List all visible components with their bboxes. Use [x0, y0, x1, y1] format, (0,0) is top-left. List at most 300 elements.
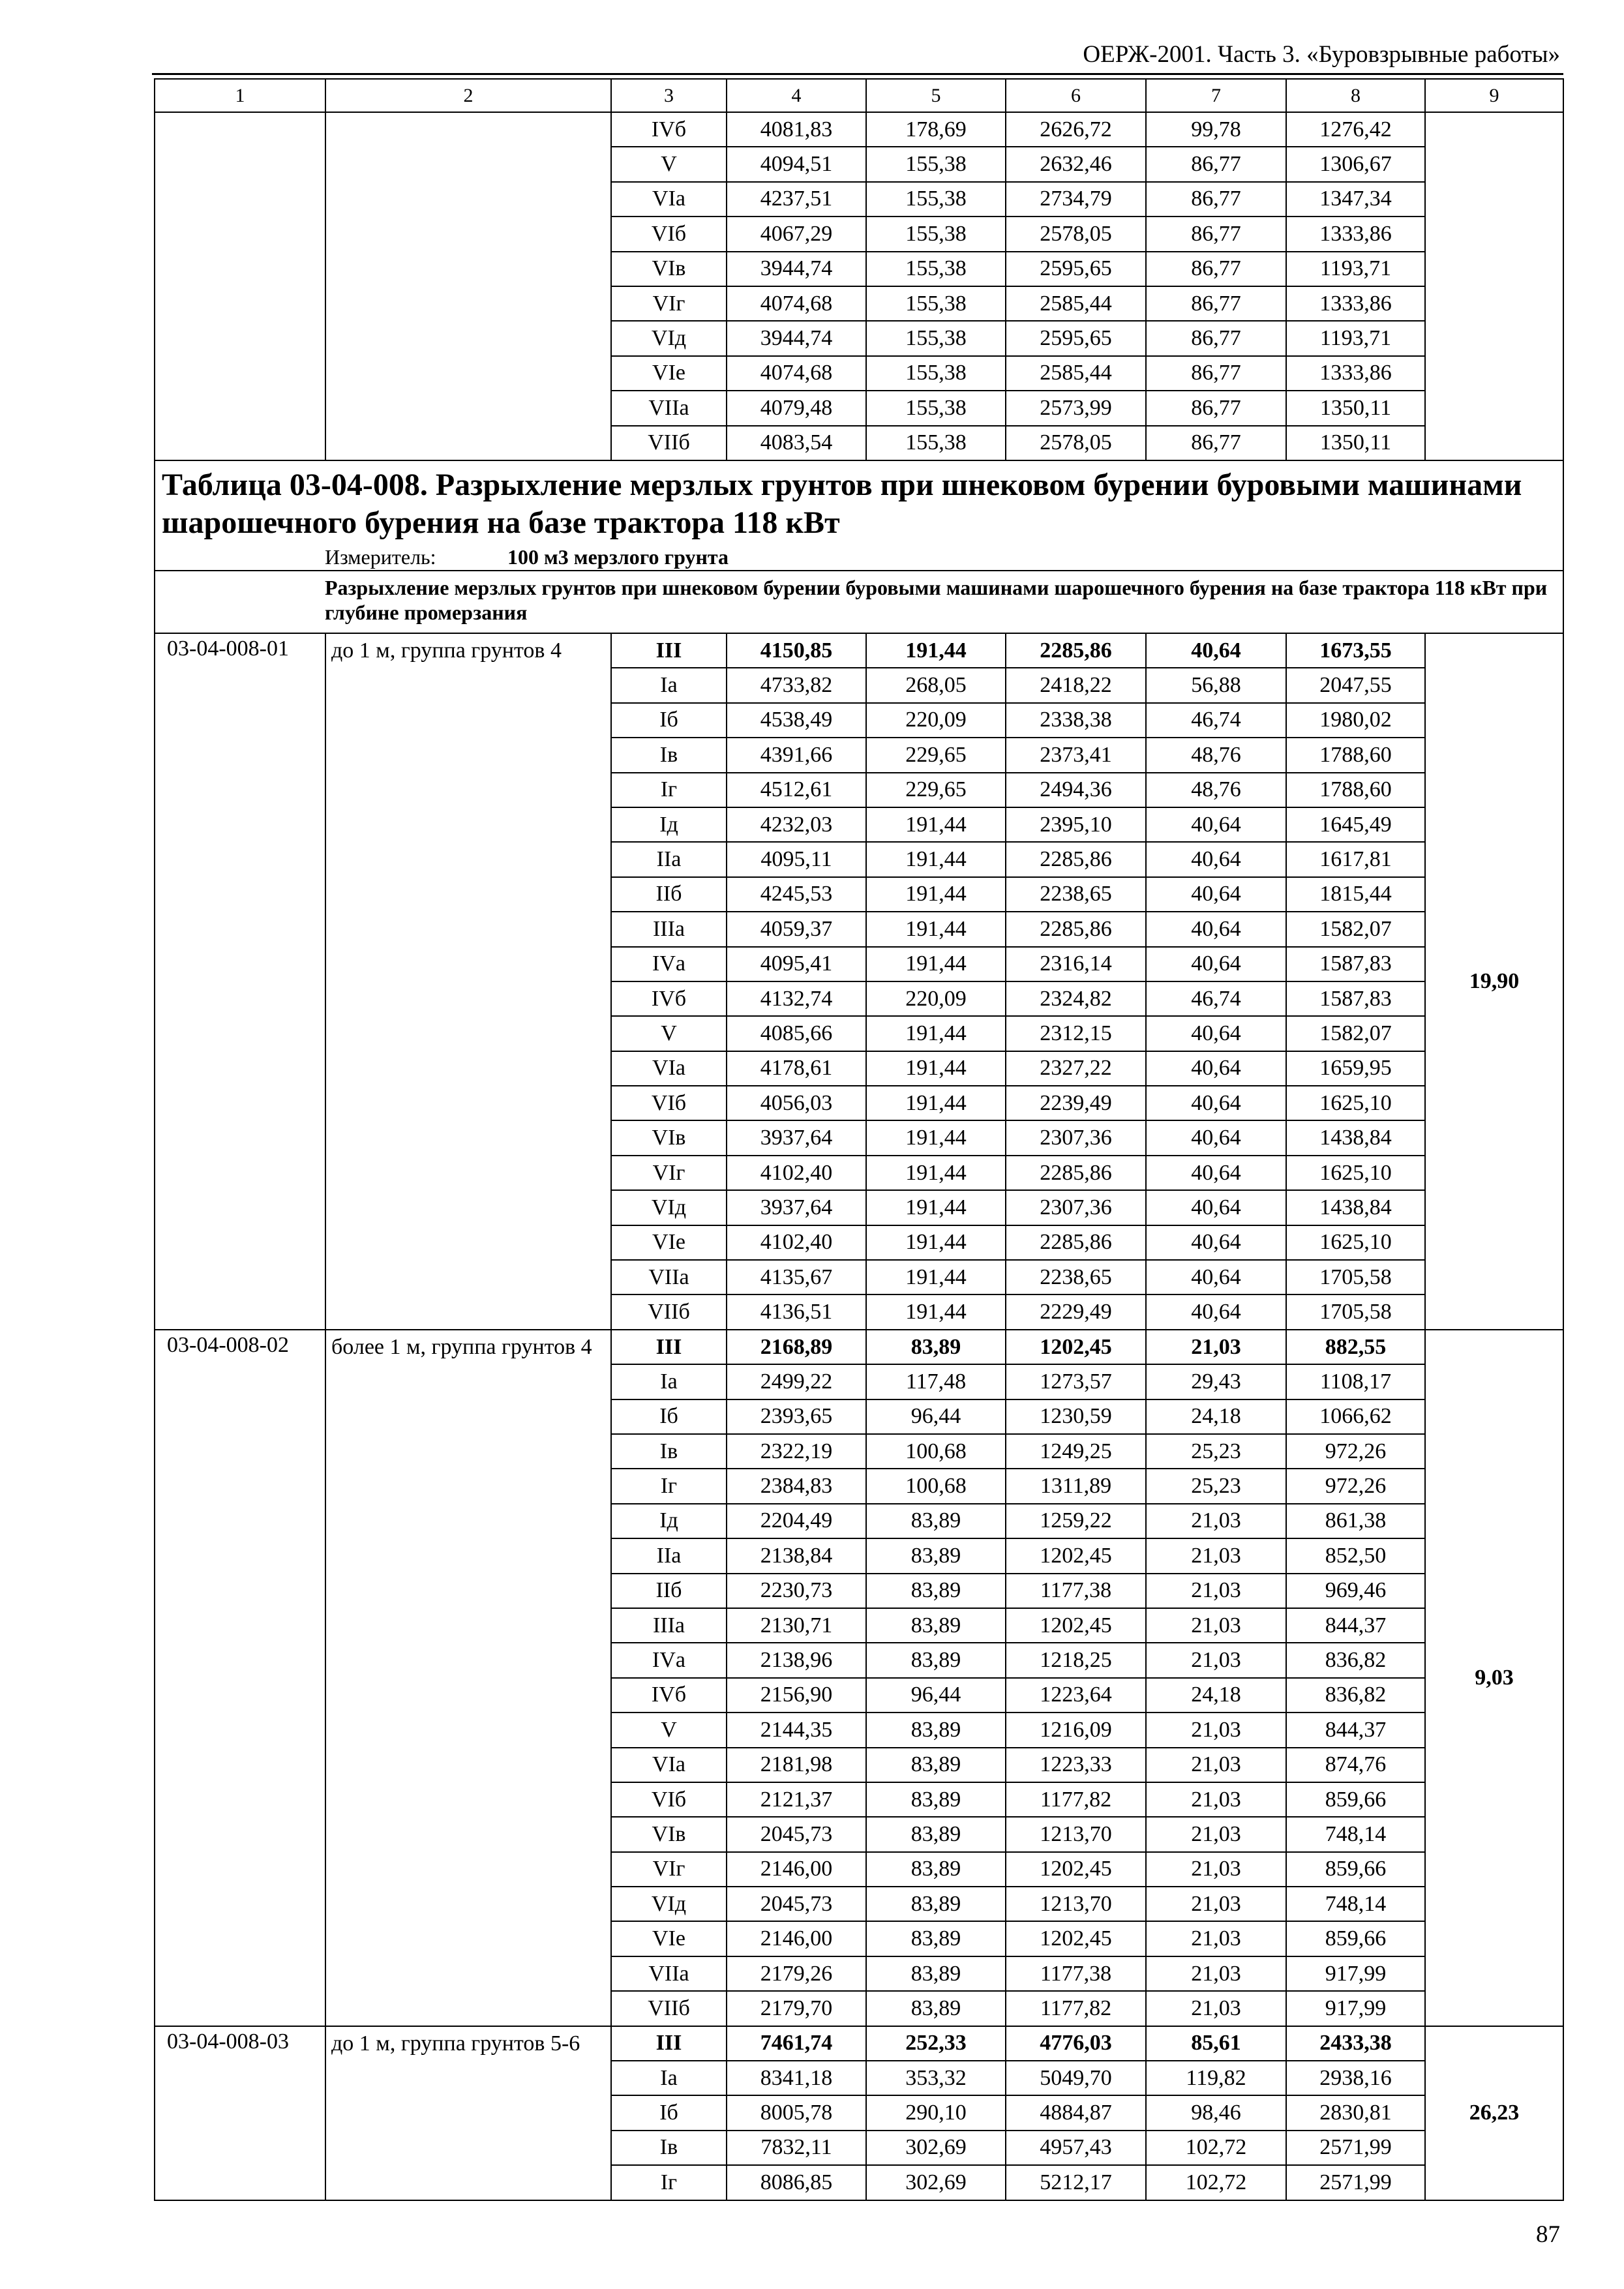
table-cell: 8341,18 — [727, 2061, 866, 2095]
table-cell: 98,46 — [1146, 2095, 1286, 2130]
table-cell: IVа — [611, 1643, 727, 1677]
table-cell: 1673,55 — [1286, 633, 1425, 668]
table-cell: 86,77 — [1146, 321, 1286, 355]
table-cell: 96,44 — [866, 1399, 1006, 1434]
table-cell: VIд — [611, 1190, 727, 1225]
table-cell: 1202,45 — [1006, 1852, 1146, 1887]
table-cell: 1177,38 — [1006, 1574, 1146, 1608]
table-cell: VIIб — [611, 1294, 727, 1329]
table-cell: 191,44 — [866, 1086, 1006, 1120]
table-cell: 3944,74 — [727, 252, 866, 286]
table-cell: 48,76 — [1146, 773, 1286, 807]
table-cell: 4884,87 — [1006, 2095, 1146, 2130]
table-cell: 1177,82 — [1006, 1991, 1146, 2026]
table-cell: 4391,66 — [727, 738, 866, 772]
header-rule — [152, 73, 1563, 75]
table-cell: 836,82 — [1286, 1678, 1425, 1713]
table-cell: 46,74 — [1146, 981, 1286, 1016]
table-cell: 859,66 — [1286, 1782, 1425, 1817]
table-cell: 302,69 — [866, 2165, 1006, 2200]
table-cell: 1202,45 — [1006, 1608, 1146, 1643]
table-cell: 2338,38 — [1006, 703, 1146, 738]
table-cell: 4081,83 — [727, 112, 866, 147]
table-cell: 1276,42 — [1286, 112, 1425, 147]
table-cell: 86,77 — [1146, 147, 1286, 181]
table-cell: 40,64 — [1146, 633, 1286, 668]
table-cell: IVа — [611, 947, 727, 981]
table-cell: 2168,89 — [727, 1330, 866, 1364]
table-cell: 40,64 — [1146, 1086, 1286, 1120]
table-cell: 1333,86 — [1286, 356, 1425, 391]
table-cell: VIIб — [611, 1991, 727, 2026]
table-cell: VIе — [611, 1921, 727, 1956]
table-cell: 191,44 — [866, 1294, 1006, 1329]
table-cell: 83,89 — [866, 1713, 1006, 1747]
table-cell: 4538,49 — [727, 703, 866, 738]
column-number-cell: 5 — [866, 79, 1006, 112]
table-row — [155, 112, 1563, 147]
table-cell: 2179,26 — [727, 1956, 866, 1991]
table-cell: 252,33 — [866, 2026, 1006, 2061]
table-cell: 859,66 — [1286, 1852, 1425, 1887]
table-cell: 40,64 — [1146, 1294, 1286, 1329]
table-cell: III — [611, 2026, 727, 2061]
table-cell: 1259,22 — [1006, 1504, 1146, 1538]
table-cell: 2285,86 — [1006, 1225, 1146, 1260]
table-cell: VIв — [611, 1817, 727, 1851]
table-cell: VIа — [611, 1051, 727, 1086]
table-cell: 29,43 — [1146, 1364, 1286, 1399]
table-cell: 2047,55 — [1286, 668, 1425, 702]
table-cell: 2585,44 — [1006, 356, 1146, 391]
table-cell: 844,37 — [1286, 1608, 1425, 1643]
table-cell: 40,64 — [1146, 1260, 1286, 1294]
table-cell: 56,88 — [1146, 668, 1286, 702]
table-cell: 21,03 — [1146, 1748, 1286, 1782]
column-number-cell: 1 — [155, 79, 325, 112]
table-cell: 861,38 — [1286, 1504, 1425, 1538]
table-cell: Iа — [611, 1364, 727, 1399]
table-cell: 2285,86 — [1006, 912, 1146, 946]
table-cell: 40,64 — [1146, 877, 1286, 912]
table-cell: VIа — [611, 1748, 727, 1782]
table-cell: 2312,15 — [1006, 1016, 1146, 1051]
table-cell: 1438,84 — [1286, 1190, 1425, 1225]
table-cell: 4079,48 — [727, 391, 866, 425]
table-cell: Iг — [611, 773, 727, 807]
table-cell: 220,09 — [866, 981, 1006, 1016]
table-cell: 290,10 — [866, 2095, 1006, 2130]
table-cell: 83,89 — [866, 1956, 1006, 1991]
table-cell: 2121,37 — [727, 1782, 866, 1817]
table-cell: 874,76 — [1286, 1748, 1425, 1782]
table-cell: 2181,98 — [727, 1748, 866, 1782]
table-cell: VIе — [611, 1225, 727, 1260]
table-cell: 1980,02 — [1286, 703, 1425, 738]
table-cell: 1218,25 — [1006, 1643, 1146, 1677]
table-cell: 191,44 — [866, 912, 1006, 946]
table-cell: 191,44 — [866, 1260, 1006, 1294]
rate-description: до 1 м, группа грунтов 4 — [325, 633, 611, 1330]
table-cell: 859,66 — [1286, 1921, 1425, 1956]
table-cell: VIг — [611, 286, 727, 321]
table-cell: 48,76 — [1146, 738, 1286, 772]
table-cell: 83,89 — [866, 1887, 1006, 1921]
table-cell: 917,99 — [1286, 1991, 1425, 2026]
table-cell: VIIа — [611, 1956, 727, 1991]
rate-total: 26,23 — [1425, 2026, 1563, 2200]
table-cell: V — [611, 1713, 727, 1747]
table-subtitle-row — [155, 571, 1563, 633]
table-cell: 102,72 — [1146, 2165, 1286, 2200]
table-cell: Iб — [611, 2095, 727, 2130]
table-cell: 2316,14 — [1006, 947, 1146, 981]
column-number-cell: 8 — [1286, 79, 1425, 112]
table-cell: 21,03 — [1146, 1921, 1286, 1956]
table-cell: Iв — [611, 2131, 727, 2165]
table-cell: IVб — [611, 981, 727, 1016]
table-cell: 155,38 — [866, 321, 1006, 355]
table-cell: 2146,00 — [727, 1852, 866, 1887]
table-cell: 1213,70 — [1006, 1817, 1146, 1851]
table-cell: 1587,83 — [1286, 981, 1425, 1016]
table-cell: Iг — [611, 2165, 727, 2200]
table-cell: 21,03 — [1146, 1574, 1286, 1608]
table-cell: 2626,72 — [1006, 112, 1146, 147]
table-cell: 2322,19 — [727, 1434, 866, 1469]
table-cell: 2138,84 — [727, 1538, 866, 1573]
table-cell: 21,03 — [1146, 1782, 1286, 1817]
table-cell: 5212,17 — [1006, 2165, 1146, 2200]
table-cell: 46,74 — [1146, 703, 1286, 738]
table-cell: 1213,70 — [1006, 1887, 1146, 1921]
table-cell: 83,89 — [866, 1574, 1006, 1608]
table-cell: 268,05 — [866, 668, 1006, 702]
table-cell: 1230,59 — [1006, 1399, 1146, 1434]
table-cell: 1625,10 — [1286, 1225, 1425, 1260]
table-cell: 155,38 — [866, 286, 1006, 321]
table-cell: 40,64 — [1146, 1225, 1286, 1260]
table-cell: 83,89 — [866, 1991, 1006, 2026]
table-cell: 2571,99 — [1286, 2131, 1425, 2165]
table-cell: Iб — [611, 703, 727, 738]
table-cell: 4237,51 — [727, 182, 866, 217]
table-cell: 4095,11 — [727, 842, 866, 876]
table-cell: 2156,90 — [727, 1678, 866, 1713]
table-cell: VIб — [611, 1782, 727, 1817]
table-cell: V — [611, 147, 727, 181]
table-cell: 969,46 — [1286, 1574, 1425, 1608]
table-cell: 1177,82 — [1006, 1782, 1146, 1817]
table-cell: 1066,62 — [1286, 1399, 1425, 1434]
table-cell: IVб — [611, 112, 727, 147]
table-cell: 1193,71 — [1286, 321, 1425, 355]
table-cell: VIIа — [611, 391, 727, 425]
table-cell: 4232,03 — [727, 807, 866, 842]
table-cell: 7832,11 — [727, 2131, 866, 2165]
table-cell: 83,89 — [866, 1643, 1006, 1677]
table-cell: 2307,36 — [1006, 1120, 1146, 1155]
table-cell: 1108,17 — [1286, 1364, 1425, 1399]
table-cell: 1306,67 — [1286, 147, 1425, 181]
table-cell: 85,61 — [1146, 2026, 1286, 2061]
table-title-row — [155, 460, 1563, 571]
table-cell: 40,64 — [1146, 1156, 1286, 1190]
table-cell: 21,03 — [1146, 1608, 1286, 1643]
table-cell: Iа — [611, 668, 727, 702]
meter-label: Измеритель: — [325, 545, 436, 569]
running-header: ОЕРЖ-2001. Часть 3. «Буровзрывные работы» — [1083, 41, 1560, 68]
table-cell: 4085,66 — [727, 1016, 866, 1051]
table-cell: 1223,33 — [1006, 1748, 1146, 1782]
table-cell: 21,03 — [1146, 1991, 1286, 2026]
table-cell: 191,44 — [866, 633, 1006, 668]
table-cell: 86,77 — [1146, 252, 1286, 286]
table-cell: 155,38 — [866, 252, 1006, 286]
table-cell: 40,64 — [1146, 1016, 1286, 1051]
table-cell: IIа — [611, 1538, 727, 1573]
column-number-row — [155, 79, 1563, 112]
table-cell: 4102,40 — [727, 1225, 866, 1260]
table-subtitle: Разрыхление мерзлых грунтов при шнековом бурении буровыми машинами шарошечного бурения на базе трактора 118 кВт при глубине промерзания — [155, 571, 1563, 633]
table-cell: 972,26 — [1286, 1434, 1425, 1469]
table-cell: 1202,45 — [1006, 1538, 1146, 1573]
table-cell: 1645,49 — [1286, 807, 1425, 842]
table-cell: 4074,68 — [727, 286, 866, 321]
table-cell: 836,82 — [1286, 1643, 1425, 1677]
table-cell: Iб — [611, 1399, 727, 1434]
table-cell: 302,69 — [866, 2131, 1006, 2165]
table-cell: 191,44 — [866, 1156, 1006, 1190]
table-cell: 2578,05 — [1006, 217, 1146, 251]
empty-cell — [155, 112, 325, 460]
table-cell: 40,64 — [1146, 842, 1286, 876]
table-cell: 4094,51 — [727, 147, 866, 181]
table-cell: Iв — [611, 738, 727, 772]
table-cell: VIв — [611, 1120, 727, 1155]
table-cell: V — [611, 1016, 727, 1051]
table-cell: 4245,53 — [727, 877, 866, 912]
column-number-cell: 6 — [1006, 79, 1146, 112]
table-cell: VIа — [611, 182, 727, 217]
table-cell: 117,48 — [866, 1364, 1006, 1399]
table-cell: 21,03 — [1146, 1887, 1286, 1921]
table-cell: Iг — [611, 1469, 727, 1503]
table-cell: 2632,46 — [1006, 147, 1146, 181]
table-cell: 21,03 — [1146, 1817, 1286, 1851]
table-cell: 25,23 — [1146, 1469, 1286, 1503]
table-cell: IIа — [611, 842, 727, 876]
table-cell: 2144,35 — [727, 1713, 866, 1747]
table-cell: 2204,49 — [727, 1504, 866, 1538]
table-cell: VIIб — [611, 426, 727, 460]
table-cell: 191,44 — [866, 842, 1006, 876]
rate-code: 03-04-008-01 — [155, 633, 325, 1330]
table-cell: VIг — [611, 1156, 727, 1190]
table-cell: 83,89 — [866, 1817, 1006, 1851]
table-cell: 2179,70 — [727, 1991, 866, 2026]
table-cell: 86,77 — [1146, 426, 1286, 460]
table-cell: 1815,44 — [1286, 877, 1425, 912]
table-cell: 852,50 — [1286, 1538, 1425, 1573]
table-cell: 4776,03 — [1006, 2026, 1146, 2061]
table-cell: 86,77 — [1146, 356, 1286, 391]
table-cell: 2384,83 — [727, 1469, 866, 1503]
table-cell: 155,38 — [866, 147, 1006, 181]
rate-code: 03-04-008-03 — [155, 2026, 325, 2200]
table-cell: 748,14 — [1286, 1817, 1425, 1851]
rate-total: 19,90 — [1425, 633, 1563, 1330]
table-cell: 155,38 — [866, 426, 1006, 460]
table-cell: VIб — [611, 217, 727, 251]
table-cell: VIв — [611, 252, 727, 286]
table-cell: 2130,71 — [727, 1608, 866, 1643]
table-cell: 21,03 — [1146, 1713, 1286, 1747]
table-cell: 2578,05 — [1006, 426, 1146, 460]
table-cell: 83,89 — [866, 1852, 1006, 1887]
table-cell: 7461,74 — [727, 2026, 866, 2061]
table-cell: 191,44 — [866, 807, 1006, 842]
table-cell: 86,77 — [1146, 217, 1286, 251]
table-cell: 21,03 — [1146, 1538, 1286, 1573]
table-cell: VIIа — [611, 1260, 727, 1294]
table-cell: 917,99 — [1286, 1956, 1425, 1991]
table-cell: VIб — [611, 1086, 727, 1120]
table-cell: 2285,86 — [1006, 633, 1146, 668]
table-cell: 21,03 — [1146, 1330, 1286, 1364]
table-cell: 1216,09 — [1006, 1713, 1146, 1747]
rate-total: 9,03 — [1425, 1330, 1563, 2026]
table-cell: 24,18 — [1146, 1399, 1286, 1434]
table-cell: 25,23 — [1146, 1434, 1286, 1469]
table-cell: 21,03 — [1146, 1504, 1286, 1538]
table-cell: 86,77 — [1146, 182, 1286, 217]
table-cell: 40,64 — [1146, 947, 1286, 981]
table-cell: IIб — [611, 877, 727, 912]
empty-cell — [325, 112, 611, 460]
table-cell: 40,64 — [1146, 1120, 1286, 1155]
rate-description: до 1 м, группа грунтов 5-6 — [325, 2026, 611, 2200]
table-cell: 178,69 — [866, 112, 1006, 147]
table-cell: IIб — [611, 1574, 727, 1608]
table-cell: 191,44 — [866, 1225, 1006, 1260]
table-cell: 2830,81 — [1286, 2095, 1425, 2130]
table-cell: 40,64 — [1146, 1190, 1286, 1225]
table-cell: VIг — [611, 1852, 727, 1887]
table-cell: III — [611, 633, 727, 668]
table-cell: 220,09 — [866, 703, 1006, 738]
table-cell: 1788,60 — [1286, 738, 1425, 772]
table-cell: 4957,43 — [1006, 2131, 1146, 2165]
table-cell: 1625,10 — [1286, 1156, 1425, 1190]
table-cell: 1788,60 — [1286, 773, 1425, 807]
table-cell: 100,68 — [866, 1469, 1006, 1503]
table-cell: 2327,22 — [1006, 1051, 1146, 1086]
table-cell: Iд — [611, 1504, 727, 1538]
table-cell: 8005,78 — [727, 2095, 866, 2130]
table-cell: 2595,65 — [1006, 252, 1146, 286]
table-cell: 2571,99 — [1286, 2165, 1425, 2200]
table-cell: 2393,65 — [727, 1399, 866, 1434]
table-cell: 83,89 — [866, 1538, 1006, 1573]
page-number: 87 — [1536, 2221, 1560, 2248]
table-cell: 40,64 — [1146, 1051, 1286, 1086]
table-cell: 83,89 — [866, 1330, 1006, 1364]
table-cell: 2285,86 — [1006, 1156, 1146, 1190]
table-cell: 4178,61 — [727, 1051, 866, 1086]
table-cell: 1311,89 — [1006, 1469, 1146, 1503]
table-cell: 191,44 — [866, 1051, 1006, 1086]
rates-table-body — [155, 79, 1563, 2200]
empty-cell — [1425, 112, 1563, 460]
table-cell: 1705,58 — [1286, 1294, 1425, 1329]
table-cell: VIе — [611, 356, 727, 391]
table-cell: 2324,82 — [1006, 981, 1146, 1016]
meter-line — [162, 546, 1556, 567]
table-cell: 2307,36 — [1006, 1190, 1146, 1225]
table-cell: 1582,07 — [1286, 912, 1425, 946]
table-cell: 1350,11 — [1286, 391, 1425, 425]
table-cell: 2239,49 — [1006, 1086, 1146, 1120]
table-cell: 2433,38 — [1286, 2026, 1425, 2061]
table-cell: 4102,40 — [727, 1156, 866, 1190]
table-cell: 1273,57 — [1006, 1364, 1146, 1399]
table-cell: 748,14 — [1286, 1887, 1425, 1921]
table-cell: 4059,37 — [727, 912, 866, 946]
table-cell: 2285,86 — [1006, 842, 1146, 876]
table-cell: 353,32 — [866, 2061, 1006, 2095]
table-cell: 2229,49 — [1006, 1294, 1146, 1329]
table-cell: 1659,95 — [1286, 1051, 1425, 1086]
table-cell: 4512,61 — [727, 773, 866, 807]
table-cell: 1177,38 — [1006, 1956, 1146, 1991]
table-cell: Iа — [611, 2061, 727, 2095]
table-cell: 4136,51 — [727, 1294, 866, 1329]
table-cell: 882,55 — [1286, 1330, 1425, 1364]
table-cell: 229,65 — [866, 773, 1006, 807]
table-row — [155, 2026, 1563, 2061]
table-cell: Iд — [611, 807, 727, 842]
rate-code: 03-04-008-02 — [155, 1330, 325, 2026]
table-cell: 40,64 — [1146, 807, 1286, 842]
table-cell: 21,03 — [1146, 1956, 1286, 1991]
table-cell: 1705,58 — [1286, 1260, 1425, 1294]
table-cell: 155,38 — [866, 391, 1006, 425]
column-number-cell: 3 — [611, 79, 727, 112]
table-cell: 2573,99 — [1006, 391, 1146, 425]
table-cell: 2418,22 — [1006, 668, 1146, 702]
table-cell: 8086,85 — [727, 2165, 866, 2200]
table-cell: 191,44 — [866, 877, 1006, 912]
table-cell: 4132,74 — [727, 981, 866, 1016]
table-cell: 1202,45 — [1006, 1330, 1146, 1364]
table-cell: 191,44 — [866, 1120, 1006, 1155]
table-cell: 4733,82 — [727, 668, 866, 702]
table-cell: 191,44 — [866, 1190, 1006, 1225]
table-cell: III — [611, 1330, 727, 1364]
table-title: Таблица 03-04-008. Разрыхление мерзлых грунтов при шнековом бурении буровыми машинами шарошечного бурения на базе трактора 118 кВт — [162, 467, 1522, 541]
table-cell: 155,38 — [866, 182, 1006, 217]
table-cell: 5049,70 — [1006, 2061, 1146, 2095]
table-cell: 1333,86 — [1286, 217, 1425, 251]
table-cell: 4150,85 — [727, 633, 866, 668]
table-cell: 2373,41 — [1006, 738, 1146, 772]
table-cell: 191,44 — [866, 1016, 1006, 1051]
table-cell: 96,44 — [866, 1678, 1006, 1713]
table-cell: VIд — [611, 1887, 727, 1921]
table-cell: 83,89 — [866, 1608, 1006, 1643]
table-cell: VIд — [611, 321, 727, 355]
